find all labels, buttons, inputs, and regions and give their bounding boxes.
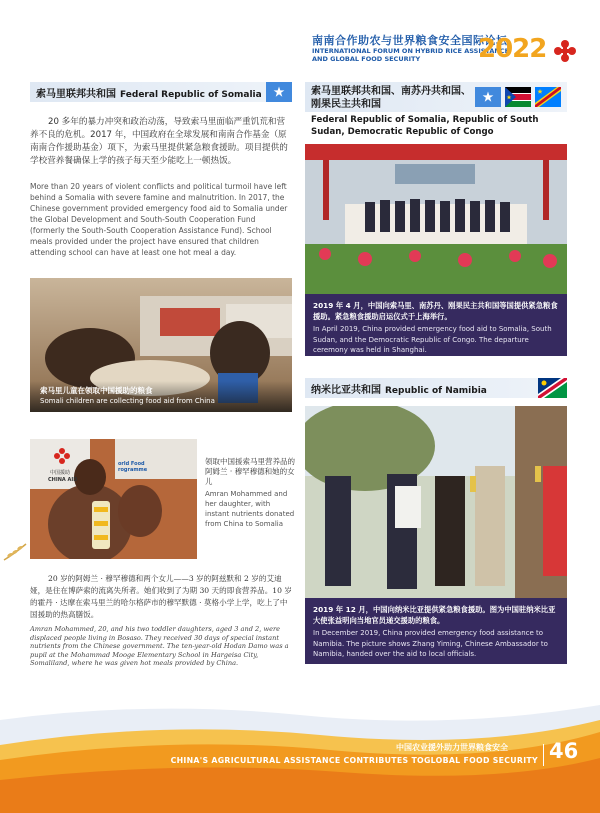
amran-quote-en: Amran Mohammed, 20, and his two toddler daughters, aged 3 and 2, were displaced people living in Bosaso. They received 30 days of special instant nutrients from the Chinese government. The ten-year-old Hodan Damo was a pupil at the Mohammad Mooge Elementary School in Hargeisa City, Somaliland, where he was given hot meals provided by China. xyxy=(30,625,289,667)
namibia-title-cn: 纳米比亚共和国 xyxy=(311,385,381,396)
wfp-sign: orld Food rogramme xyxy=(118,461,148,473)
amran-quote-cn: 20 岁的阿姆兰 · 穆罕穆德和两个女儿——3 岁的阿兹默和 2 岁的艾迪娅，是住在博萨索的流离失所者。她们收到了为期 30 天的即食营养品。10 岁的霍丹 · 达摩在索马里兰的哈尔格萨市的穆罕默德 · 莫格小学上学，吃上了中国援助的热高膳饭。 xyxy=(30,574,292,619)
ceremony-image xyxy=(305,144,567,294)
ceremony-photo xyxy=(305,144,567,294)
somali-children-photo xyxy=(30,278,292,412)
somalia-section-title xyxy=(36,85,262,100)
namibia-caption-en: In December 2019, China provided emergency food assistance to Namibia. The picture shows Zhang Yiming, Chinese Ambassador to Namibia, handed over the aid to local officials. xyxy=(313,629,548,658)
footer-title-cn: 中国农业援外助力世界粮食安全 xyxy=(396,743,508,752)
header-title-cn: 南南合作助农与世界粮食安全国际论坛 xyxy=(312,34,508,47)
namibia-flag-icon xyxy=(538,378,567,398)
wheat-icon xyxy=(2,540,28,564)
somalia-paragraph-en: More than 20 years of violent conflicts and political turmoil have left behind a Somalia with severe famine and malnutrition. In 2017, the Chinese government provided emergency food aid to Somalia under the Global Development and South-South Cooperation Fund (formerly the South-South Cooperation Assistance Fund). School meals provided under the project have ensured that children attending school can have at least one hot meal a day. xyxy=(30,182,288,257)
somalia-flag-icon xyxy=(266,82,292,102)
china-aid-sign-cn: 中国援助 xyxy=(50,470,71,476)
header-title-en-line2: AND GLOBAL FOOD SECURITY xyxy=(312,55,421,63)
page-number: 46 xyxy=(549,739,579,763)
namibia-title-en: Republic of Namibia xyxy=(385,386,487,396)
china-aid-logo-icon xyxy=(550,34,580,68)
header xyxy=(300,30,585,72)
header-year: 2022 xyxy=(478,34,547,64)
somali-children-caption xyxy=(30,381,292,412)
header-title-en-line1: INTERNATIONAL FORUM ON HYBRID RICE ASSISTANCE xyxy=(312,47,510,55)
amran-image xyxy=(30,439,197,559)
congo-flag-icon xyxy=(535,87,561,107)
somali-children-caption-cn: 索马里儿童在领取中国援助的粮食 xyxy=(40,386,153,395)
somalia-title-en: Federal Republic of Somalia xyxy=(120,90,262,100)
south-sudan-flag-icon xyxy=(505,87,531,107)
footer-title-en: CHINA'S AGRICULTURAL ASSISTANCE CONTRIBUTES TOGLOBAL FOOD SECURITY xyxy=(170,756,538,765)
ceremony-caption xyxy=(305,294,567,356)
amran-caption-cn: 领取中国援索马里营养品的阿姆兰 · 穆罕穆德和她的女儿 xyxy=(205,457,295,486)
ceremony-caption-cn: 2019 年 4 月，中国向索马里、南苏丹、刚果民主共和国等国提供紧急粮食援助。紧急粮食援助启运仪式于上海举行。 xyxy=(313,301,558,321)
namibia-image xyxy=(305,406,567,598)
china-aid-sign-en: CHINA AID xyxy=(48,477,78,483)
multi-country-title-cn: 索马里联邦共和国、南苏丹共和国、刚果民主共和国 xyxy=(311,86,471,110)
ceremony-caption-en: In April 2019, China provided emergency food aid to Somalia, South Sudan, and the Democratic Republic of Congo. The departure ceremony was held in Shanghai. xyxy=(313,325,552,354)
amran-caption-en: Amran Mohammed and her daughter, with instant nutrients donated from China to Somalia xyxy=(205,490,295,528)
somali-children-caption-en: Somali children are collecting food aid from China xyxy=(40,397,215,405)
footer-wave xyxy=(0,690,600,813)
namibia-section-bar xyxy=(305,378,567,398)
amran-caption xyxy=(205,457,295,529)
somalia-section-bar xyxy=(30,82,292,102)
namibia-caption-cn: 2019 年 12 月，中国向纳米比亚提供紧急粮食援助。图为中国驻纳米比亚大使张益明向当地官员递交援助的粮食。 xyxy=(313,605,556,625)
namibia-photo xyxy=(305,406,567,598)
somalia-paragraph-cn: 20 多年的暴力冲突和政治动荡，导致索马里面临严重饥荒和营养不良的危机。2017 年，中国政府在全球发展和南南合作基金（原南南合作援助基金）项下，为索马里提供紧急粮食援助。项目提供的学校营养餐确保上学的孩子每天至少能吃上一顿热饭。 xyxy=(30,117,288,166)
amran-photo xyxy=(30,439,197,559)
namibia-caption xyxy=(305,598,567,664)
somalia-title-cn: 索马里联邦共和国 xyxy=(36,89,116,100)
footer-divider xyxy=(543,744,544,766)
multi-country-title-en: Federal Republic of Somalia, Republic of South Sudan, Democratic Republic of Congo xyxy=(311,115,539,137)
namibia-section-title xyxy=(311,381,487,396)
somalia-flag-icon xyxy=(475,87,501,107)
